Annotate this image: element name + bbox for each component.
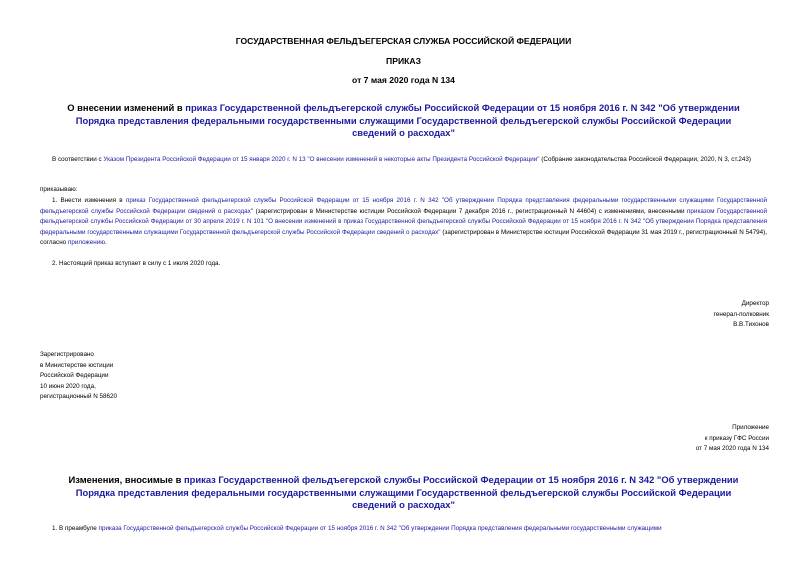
doc-type-heading: ПРИКАЗ <box>386 56 421 66</box>
appendix-item-1-text: 1. В преамбуле <box>52 525 99 532</box>
preamble-text-2: (Собрание законодательства Российской Федерации, 2020, N 3, ст.243) <box>539 156 751 163</box>
registration-line-4: 10 июня 2020 года, <box>40 382 96 390</box>
appendix-title-link[interactable]: приказ Государственной фельдъегерской службы Российской Федерации от 15 ноября 2016 г. N 342 "Об утверждении Порядка представления федеральными государственными служащими Государственной фельдъегерской службы Российской Федерации сведений о расходах" <box>75 474 739 511</box>
item-1-amend-order-link[interactable]: приказом Государственной фельдъегерской службы Российской Федерации от 30 апреля 2019 г. N 101 "О внесении изменений в приказ Государственной фельдъегерской службы Российской Федерации от 15 ноября 2016 г. N 342 "Об утверждении Порядка представления федеральными государственными служащими Государственной фельдъегерской службы Российской Федерации сведений о расходах" <box>40 207 767 236</box>
appendix-title <box>55 474 752 512</box>
appendix-item-1-link[interactable]: приказа Государственной фельдъегерской службы Российской Федерации от 15 ноября 2016 г. N 342 "Об утверждении Порядка представления федеральными государственными служащими <box>98 525 662 532</box>
appendix-block <box>696 423 769 455</box>
registration-line-2: в Министерстве юстиции <box>40 361 114 369</box>
signature-position: Директор <box>741 300 769 307</box>
doc-title-link[interactable]: приказ Государственной фельдъегерской службы Российской Федерации от 15 ноября 2016 г. N 342 "Об утверждении Порядка представления федеральными государственными служащими Государственной фельдъегерской службы Российской Федерации сведений о расходах" <box>75 102 740 139</box>
preamble-decree-link[interactable]: Указом Президента Российской Федерации от 15 января 2020 г. N 13 "О внесении изменений в некоторые акты Президента Российской Федерации" <box>103 156 540 163</box>
signature-name: В.В.Тихонов <box>733 321 769 329</box>
item-1-text-1: 1. Внести изменения в <box>52 197 126 204</box>
registration-line-3: Российской Федерации <box>40 372 109 380</box>
item-1-appendix-link[interactable]: приложению <box>67 239 105 247</box>
item-1-order-link[interactable]: приказ Государственной фельдъегерской службы Российской Федерации от 15 ноября 2016 г. N 342 "Об утверждении Порядка представления федеральными государственными служащими Государственной фельдъегерской службы Российской Федерации сведений о расходах" <box>40 197 767 215</box>
item-2-paragraph: 2. Настоящий приказ вступает в силу с 1 июля 2020 года. <box>52 260 221 267</box>
preamble-text-1: В соответствии с <box>52 156 104 163</box>
agency-heading: ГОСУДАРСТВЕННАЯ ФЕЛЬДЪЕГЕРСКАЯ СЛУЖБА РОССИЙСКОЙ ФЕДЕРАЦИИ <box>235 36 572 46</box>
item-1-text-4: . <box>104 239 107 247</box>
item-1-paragraph <box>40 196 767 249</box>
preamble-paragraph <box>40 155 767 166</box>
item-1-text-2: (зарегистрирован в Министерстве юстиции Российской Федерации 7 декабря 2016 г., регистрационный N 44604) с изменениями, внесенными <box>253 207 688 215</box>
appendix-line-1: Приложение <box>732 424 769 431</box>
appendix-line-2: к приказу ГФС России <box>704 434 769 442</box>
registration-line-1: Зарегистрировано <box>40 351 94 358</box>
appendix-line-3: от 7 мая 2020 года N 134 <box>695 445 769 453</box>
registration-line-5: регистрационный N 58620 <box>40 393 118 401</box>
doc-title-prefix: О внесении изменений в <box>67 102 186 113</box>
doc-title <box>60 102 747 140</box>
appendix-title-prefix: Изменения, вносимые в <box>68 474 184 485</box>
doc-date-number: от 7 мая 2020 года N 134 <box>352 75 455 85</box>
order-word: приказываю: <box>40 186 78 193</box>
appendix-item-1-paragraph <box>40 524 767 535</box>
signature-block <box>714 299 769 331</box>
registration-block <box>40 350 117 403</box>
item-1-text-3: (зарегистрирован в Министерстве юстиции Российской Федерации 31 мая 2019 г., регистрационный N 54794), согласно <box>40 228 768 247</box>
signature-rank: генерал-полковник <box>713 310 769 318</box>
